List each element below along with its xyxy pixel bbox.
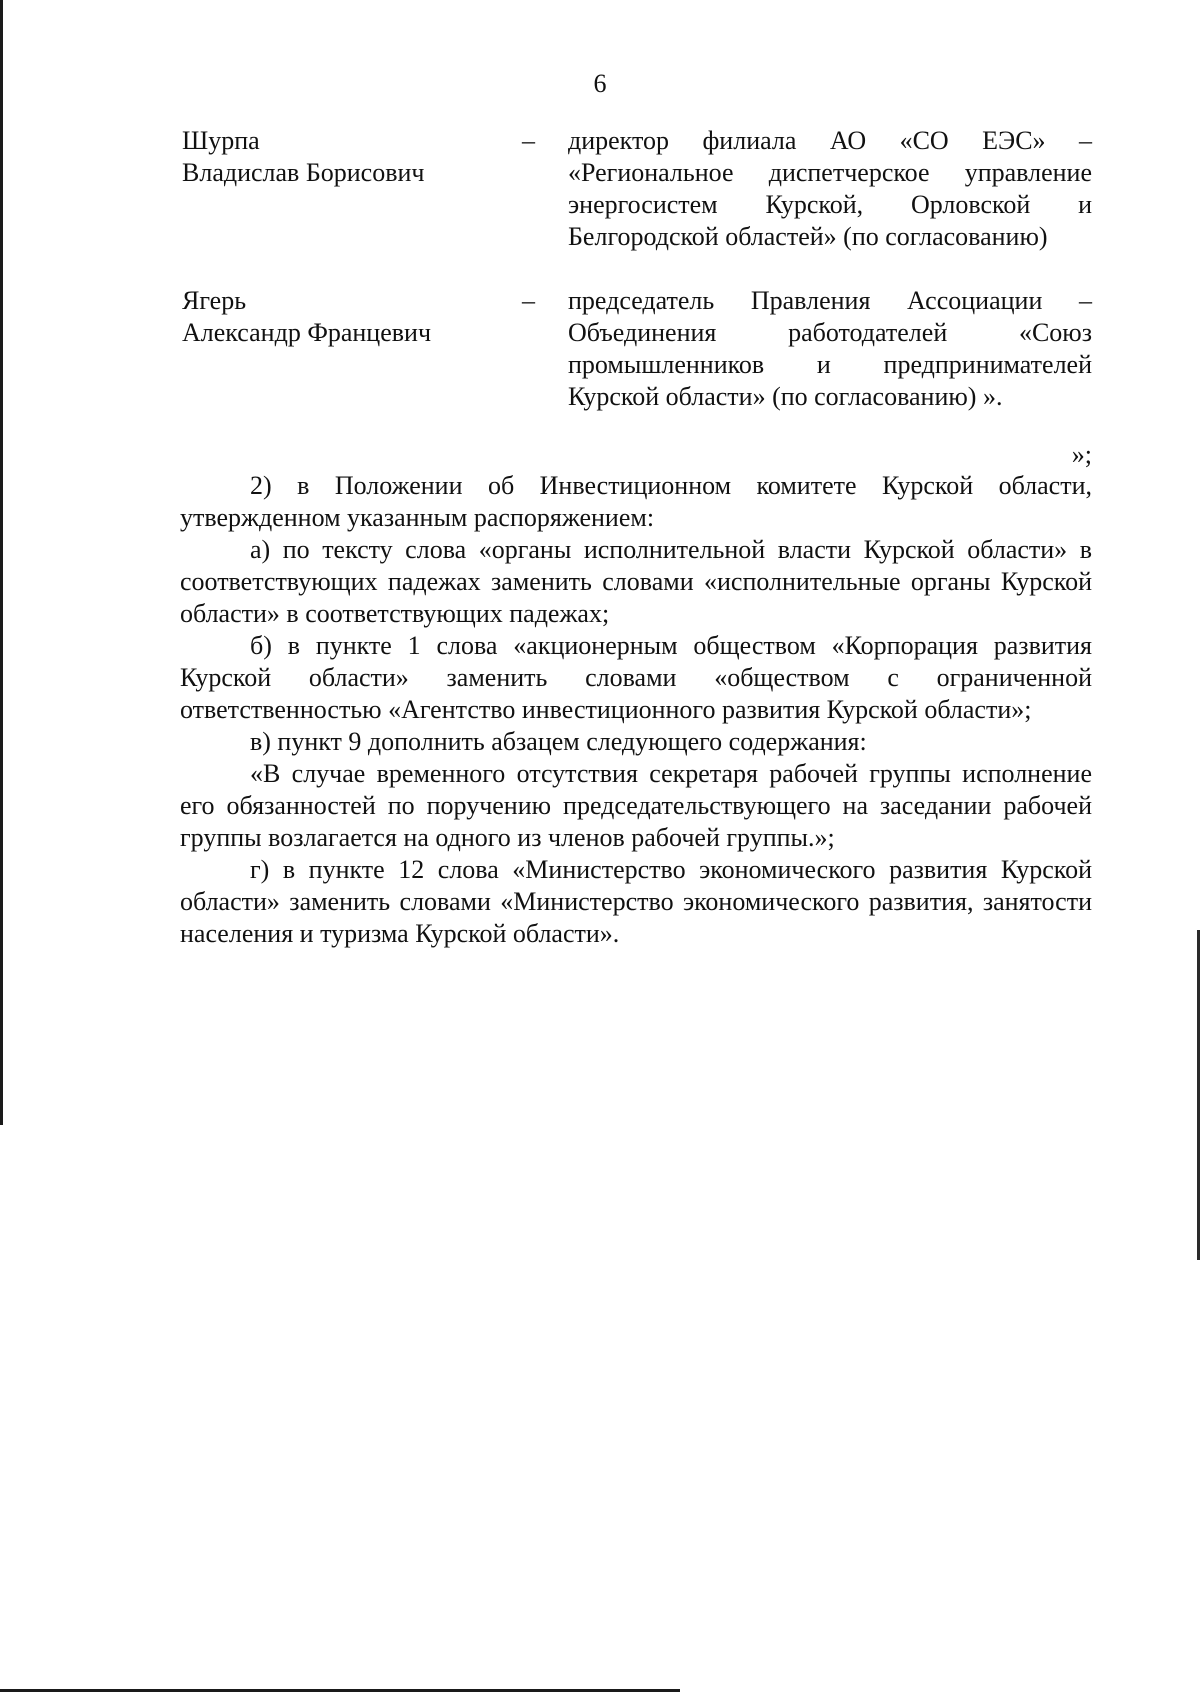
member-description: директор филиала АО «СО ЕЭС» – «Региональное диспетчерское управление энергосистем Курской, Орловской и Белгородской областей» (по согласованию) — [568, 126, 1092, 251]
member-given-names: Александр Францевич — [182, 318, 432, 347]
closing-quote: »; — [1071, 440, 1092, 469]
member-row — [182, 125, 1092, 253]
paragraph-subitem-b: б) в пункте 1 слова «акционерным обществом «Корпорация развития Курской области» заменить словами «обществом с ограниченной ответственностью «Агентство инвестиционного развития Курской области»; — [180, 631, 1092, 724]
paragraph-subitem-g: г) в пункте 12 слова «Министерство экономического развития Курской области» заменить словами «Министерство экономического развития, занятости населения и туризма Курской области». — [180, 855, 1092, 948]
member-dash: – — [522, 286, 535, 315]
member-list — [182, 125, 1092, 445]
paragraph-item-2: 2) в Положении об Инвестиционном комитете Курской области, утвержденном указанным распоряжением: — [180, 471, 1092, 532]
page-number: 6 — [593, 69, 607, 98]
member-name — [182, 125, 522, 189]
member-row — [182, 285, 1092, 413]
paragraph-subitem-a: а) по тексту слова «органы исполнительной власти Курской области» в соответствующих падежах заменить словами «исполнительные органы Курской области» в соответствующих падежах; — [180, 535, 1092, 628]
member-description: председатель Правления Ассоциации – Объединения работодателей «Союз промышленников и предпринимателей Курской области» (по согласованию) ». — [568, 286, 1092, 411]
member-dash: – — [522, 126, 535, 155]
member-given-names: Владислав Борисович — [182, 158, 425, 187]
paragraph-quoted-addition: «В случае временного отсутствия секретаря рабочей группы исполнение его обязанностей по поручению председательствующего на заседании рабочей группы возлагается на одного из членов рабочей группы.»; — [180, 759, 1092, 852]
paragraph-subitem-v: в) пункт 9 дополнить абзацем следующего содержания: — [250, 727, 867, 756]
body-text — [180, 470, 1092, 950]
scan-edge-left — [0, 0, 3, 1125]
member-name — [182, 285, 522, 349]
member-surname: Шурпа — [182, 126, 260, 155]
member-surname: Ягерь — [182, 286, 247, 315]
